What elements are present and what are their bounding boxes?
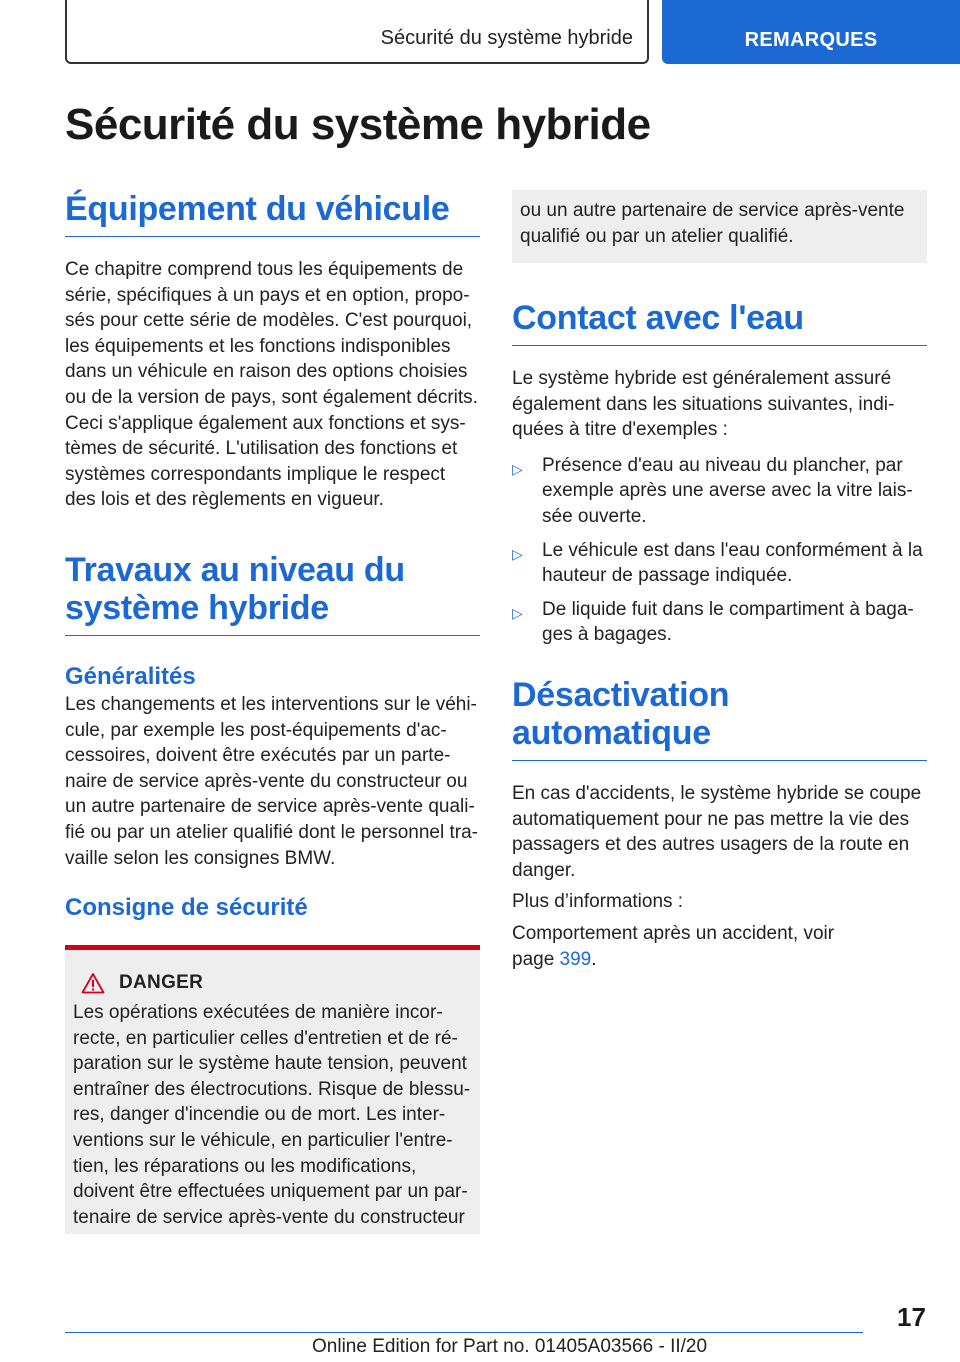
danger-box	[65, 945, 480, 1234]
water-bullet-list	[512, 453, 927, 648]
danger-text: Les opérations exécutées de manière incor- recte, en particulier celles d'entretien et de ré- paration sur le système haute tension, peuvent entraîner des électrocutions. Risque de blessu- res, danger d'incendie ou de mort. Les inter- ventions sur le véhicule, en particulier l'entre- tien, les réparations ou les modifications, doivent être effectuées uniquement par un par- tenaire de service après-vente du constructeur	[73, 1002, 471, 1228]
page-number: 17	[897, 1302, 926, 1332]
warning-triangle-icon	[81, 972, 105, 994]
list-item: ▷ Présence d'eau au niveau du plancher, par exemple après une averse avec la vitre lais- sée ouverte.	[512, 453, 927, 530]
page-title: Sécurité du système hybride	[65, 100, 651, 149]
header-section-text: Sécurité du système hybride	[380, 27, 633, 49]
danger-title: DANGER	[119, 972, 204, 994]
list-item: ▷ Le véhicule est dans l'eau conformément à la hauteur de passage indiquée.	[512, 538, 927, 589]
danger-header	[81, 972, 472, 994]
heading-water-contact: Contact avec l'eau	[512, 299, 927, 346]
danger-box-continued: ou un autre partenaire de service après-vente qualifié ou par un atelier qualifié.	[512, 190, 927, 263]
cross-reference: Comportement après un accident, voir page 399.	[512, 922, 835, 970]
footer-divider	[65, 1332, 863, 1333]
heading-work-hybrid: Travaux au niveau du système hybride	[65, 551, 480, 636]
triangle-bullet-icon: ▷	[512, 545, 523, 562]
list-item: ▷ De liquide fuit dans le compartiment à baga- ges à bagages.	[512, 597, 927, 648]
auto-paragraph: En cas d'accidents, le système hybride se coupe automatiquement pour ne pas mettre la vie des passagers et des autres usagers de la route en danger.	[512, 782, 922, 881]
heading-safety: Consigne de sécurité	[65, 894, 308, 922]
page-reference-link[interactable]: 399	[559, 948, 592, 970]
water-intro: Le système hybride est généralement assuré également dans les situations suivantes, indi- quées à titre d'exemples :	[512, 368, 895, 441]
more-info-label: Plus d’informations :	[512, 891, 684, 913]
header-tab-label: REMARQUES	[744, 29, 878, 51]
heading-auto-deactivation: Désactivation automatique	[512, 676, 927, 761]
footer-edition-text: Online Edition for Part no. 01405A03566 - II/20	[312, 1336, 708, 1357]
triangle-bullet-icon: ▷	[512, 604, 523, 621]
general-paragraph: Les changements et les interventions sur le véhi- cule, par exemple les post-équipements d'ac- cessoires, doivent être exécutés par un parte- naire de service après-vente du constructeur ou un autre partenaire de service après-vente quali- fié ou par un atelier qualifié dont le personnel tra- vaille selon les consignes BMW.	[65, 693, 478, 869]
header-section-title	[65, 0, 649, 64]
header-tab-remarques[interactable]	[662, 0, 960, 64]
heading-general: Généralités	[65, 662, 196, 690]
right-column	[512, 190, 927, 972]
equipment-paragraph: Ce chapitre comprend tous les équipements de série, spécifiques à un pays et en option, propo- sés pour cette série de modèles. C'est pourquoi, les équipements et les fonctions indisponibles dans un véhicule en raison des options choisies ou de la version de pays, sont également décrits. Ceci s'applique également aux fonctions et sys- tèmes de sécurité. L'utilisation des fonctions et systèmes correspondants implique le respect des lois et des règlements en vigueur.	[65, 259, 478, 511]
left-column	[65, 190, 480, 1234]
triangle-bullet-icon: ▷	[512, 460, 523, 477]
heading-equipment: Équipement du véhicule	[65, 190, 480, 237]
